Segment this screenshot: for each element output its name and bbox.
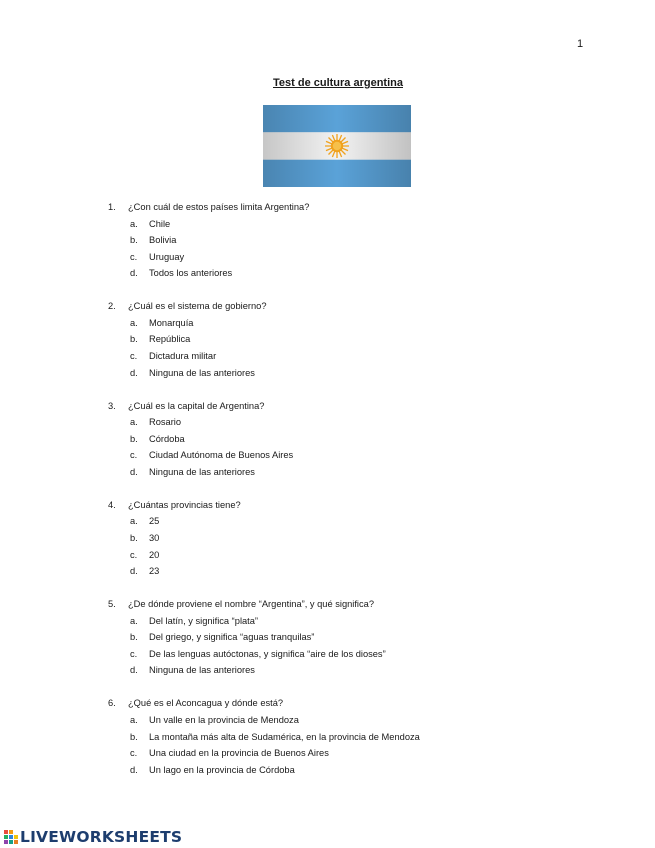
option-letter: d.: [130, 764, 138, 775]
option-letter: b.: [130, 532, 138, 543]
option-letter: b.: [130, 433, 138, 444]
sun-of-may-icon: [325, 134, 349, 158]
option-b: [108, 530, 628, 547]
option-letter: c.: [130, 748, 138, 759]
option-letter: c.: [130, 450, 138, 461]
page-number: 1: [577, 38, 584, 50]
option-text: Chile: [149, 218, 171, 229]
question-2: [108, 298, 628, 381]
option-a: [108, 315, 628, 332]
option-text: 25: [149, 516, 160, 527]
liveworksheets-brand[interactable]: [4, 828, 182, 846]
option-b: [108, 431, 628, 448]
option-text: La montaña más alta de Sudamérica, en la provincia de Mendoza: [149, 731, 420, 742]
option-d: [108, 365, 628, 382]
option-a: [108, 414, 628, 431]
option-text: De las lenguas autóctonas, y significa “aire de los dioses”: [149, 648, 386, 659]
option-letter: d.: [130, 268, 138, 279]
question-line: [108, 398, 628, 415]
question-text: ¿Cuál es el sistema de gobierno?: [128, 301, 267, 312]
option-text: Una ciudad en la provincia de Buenos Aires: [149, 748, 329, 759]
question-3: [108, 398, 628, 481]
option-d: [108, 464, 628, 481]
option-text: Un valle en la provincia de Mendoza: [149, 714, 299, 725]
option-c: [108, 745, 628, 762]
argentina-flag-image: [263, 105, 411, 187]
option-text: Ninguna de las anteriores: [149, 665, 255, 676]
option-letter: c.: [130, 351, 138, 362]
option-text: Dictadura militar: [149, 351, 217, 362]
question-6: [108, 695, 628, 778]
option-text: República: [149, 334, 191, 345]
option-letter: d.: [130, 665, 138, 676]
option-letter: c.: [130, 648, 138, 659]
option-text: 20: [149, 549, 160, 560]
option-letter: a.: [130, 218, 138, 229]
option-letter: a.: [130, 516, 138, 527]
question-line: [108, 596, 628, 613]
option-c: [108, 447, 628, 464]
option-letter: d.: [130, 566, 138, 577]
option-letter: a.: [130, 714, 138, 725]
question-list: [108, 199, 628, 795]
page-title: Test de cultura argentina: [273, 77, 403, 89]
question-1: [108, 199, 628, 282]
question-text: ¿Cuál es la capital de Argentina?: [128, 400, 265, 411]
option-b: [108, 629, 628, 646]
question-number: 2.: [108, 301, 116, 312]
option-b: [108, 729, 628, 746]
option-text: 23: [149, 566, 160, 577]
question-4: [108, 497, 628, 580]
option-letter: a.: [130, 417, 138, 428]
question-line: [108, 695, 628, 712]
question-5: [108, 596, 628, 679]
option-letter: c.: [130, 549, 138, 560]
option-a: [108, 216, 628, 233]
option-text: Todos los anteriores: [149, 268, 233, 279]
question-number: 5.: [108, 599, 116, 610]
question-line: [108, 298, 628, 315]
question-text: ¿Qué es el Aconcagua y dónde está?: [128, 698, 284, 709]
option-c: [108, 646, 628, 663]
option-d: [108, 265, 628, 282]
question-number: 1.: [108, 202, 116, 212]
option-letter: b.: [130, 334, 138, 345]
option-d: [108, 563, 628, 580]
option-text: Rosario: [149, 417, 182, 428]
option-letter: b.: [130, 731, 138, 742]
option-text: Uruguay: [149, 251, 185, 262]
option-a: [108, 613, 628, 630]
option-text: Del griego, y significa “aguas tranquilas”: [149, 632, 315, 643]
option-letter: b.: [130, 235, 138, 246]
option-b: [108, 331, 628, 348]
question-text: ¿Con cuál de estos países limita Argentina?: [128, 202, 310, 212]
option-b: [108, 232, 628, 249]
option-d: [108, 762, 628, 779]
option-text: 30: [149, 532, 160, 543]
question-number: 6.: [108, 698, 116, 709]
question-number: 3.: [108, 400, 116, 411]
option-letter: b.: [130, 632, 138, 643]
option-a: [108, 513, 628, 530]
question-line: [108, 199, 628, 216]
option-a: [108, 712, 628, 729]
option-text: Ninguna de las anteriores: [149, 466, 255, 477]
question-text: ¿Cuántas provincias tiene?: [128, 499, 241, 510]
option-c: [108, 547, 628, 564]
option-text: Ninguna de las anteriores: [149, 367, 255, 378]
option-letter: d.: [130, 466, 138, 477]
liveworksheets-logo-icon: [4, 830, 18, 844]
option-text: Ciudad Autónoma de Buenos Aires: [149, 450, 294, 461]
question-line: [108, 497, 628, 514]
option-c: [108, 249, 628, 266]
option-letter: d.: [130, 367, 138, 378]
question-number: 4.: [108, 499, 116, 510]
option-text: Del latín, y significa “plata”: [149, 615, 259, 626]
option-text: Monarquía: [149, 317, 194, 328]
option-d: [108, 662, 628, 679]
brand-name: LIVEWORKSHEETS: [20, 828, 183, 846]
option-letter: a.: [130, 317, 138, 328]
question-text: ¿De dónde proviene el nombre “Argentina”, y qué significa?: [128, 599, 374, 610]
option-c: [108, 348, 628, 365]
option-letter: a.: [130, 615, 138, 626]
option-text: Bolivia: [149, 235, 177, 246]
option-text: Córdoba: [149, 433, 185, 444]
option-letter: c.: [130, 251, 138, 262]
option-text: Un lago en la provincia de Córdoba: [149, 764, 295, 775]
